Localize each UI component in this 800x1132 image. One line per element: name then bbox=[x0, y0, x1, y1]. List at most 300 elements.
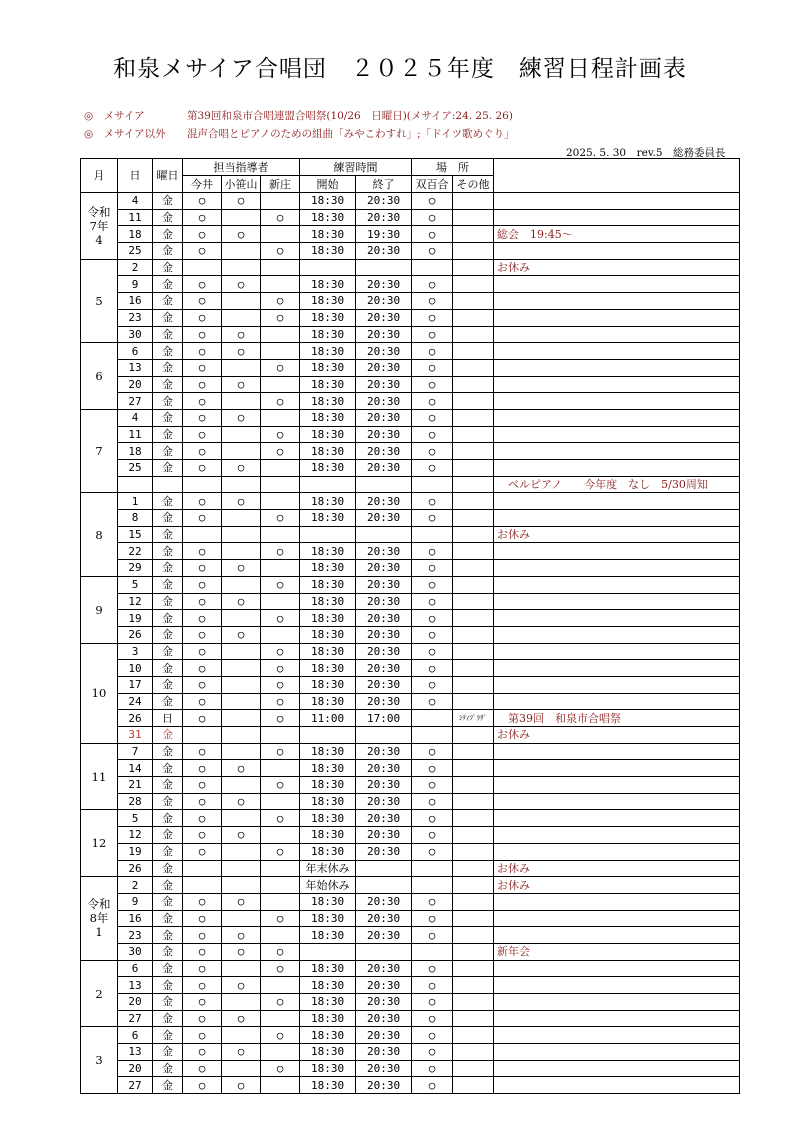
schedule-row bbox=[81, 676, 740, 693]
day-cell: 6 bbox=[118, 1027, 153, 1044]
shinjo-cell bbox=[261, 560, 300, 577]
shinjo-cell bbox=[261, 526, 300, 543]
schedule-body bbox=[81, 159, 740, 1094]
imai-cell: ○ bbox=[183, 309, 222, 326]
start-cell: 18:30 bbox=[300, 560, 356, 577]
schedule-row bbox=[81, 660, 740, 677]
remarks-cell bbox=[494, 243, 740, 260]
weekday-cell: 金 bbox=[153, 393, 183, 410]
imai-cell bbox=[183, 727, 222, 744]
month-cell: 6 bbox=[81, 343, 118, 410]
kosasayama-cell bbox=[222, 693, 261, 710]
imai-cell: ○ bbox=[183, 1044, 222, 1061]
end-cell: 20:30 bbox=[356, 543, 412, 560]
start-cell: 18:30 bbox=[300, 576, 356, 593]
other-place-cell bbox=[453, 727, 494, 744]
imai-cell: ○ bbox=[183, 276, 222, 293]
day-cell: 13 bbox=[118, 359, 153, 376]
end-cell: 20:30 bbox=[356, 326, 412, 343]
start-cell: 18:30 bbox=[300, 243, 356, 260]
other-place-cell bbox=[453, 259, 494, 276]
schedule-row bbox=[81, 743, 740, 760]
weekday-cell bbox=[153, 476, 183, 493]
kosasayama-cell bbox=[222, 1027, 261, 1044]
sourikago-cell: ○ bbox=[412, 660, 453, 677]
day-cell: 18 bbox=[118, 226, 153, 243]
end-cell: 20:30 bbox=[356, 676, 412, 693]
imai-cell: ○ bbox=[183, 710, 222, 727]
remarks-cell bbox=[494, 910, 740, 927]
sourikago-cell bbox=[412, 710, 453, 727]
schedule-row bbox=[81, 576, 740, 593]
start-cell: 18:30 bbox=[300, 893, 356, 910]
imai-cell: ○ bbox=[183, 343, 222, 360]
start-cell: 18:30 bbox=[300, 343, 356, 360]
weekday-cell: 金 bbox=[153, 1060, 183, 1077]
start-cell: 18:30 bbox=[300, 1044, 356, 1061]
day-cell bbox=[118, 476, 153, 493]
weekday-cell: 金 bbox=[153, 276, 183, 293]
schedule-row bbox=[81, 893, 740, 910]
remarks-cell bbox=[494, 643, 740, 660]
note-messiah-value: 第39回和泉市合唱連盟合唱祭(10/26 日曜日)(メサイア:24. 25. 26) bbox=[187, 110, 513, 122]
shinjo-cell bbox=[261, 493, 300, 510]
kosasayama-cell: ○ bbox=[222, 376, 261, 393]
schedule-row bbox=[81, 610, 740, 627]
schedule-row bbox=[81, 393, 740, 410]
schedule-row bbox=[81, 426, 740, 443]
remarks-cell: お休み bbox=[494, 860, 740, 877]
schedule-row bbox=[81, 793, 740, 810]
remarks-cell bbox=[494, 443, 740, 460]
remarks-cell bbox=[494, 293, 740, 310]
weekday-cell: 金 bbox=[153, 259, 183, 276]
month-cell: 9 bbox=[81, 576, 118, 643]
end-cell: 20:30 bbox=[356, 510, 412, 527]
shinjo-cell: ○ bbox=[261, 393, 300, 410]
weekday-cell: 金 bbox=[153, 743, 183, 760]
header-start: 開始 bbox=[300, 176, 356, 193]
other-place-cell bbox=[453, 343, 494, 360]
start-cell: 18:30 bbox=[300, 543, 356, 560]
start-cell: 18:30 bbox=[300, 593, 356, 610]
remarks-cell bbox=[494, 893, 740, 910]
other-place-cell bbox=[453, 393, 494, 410]
day-cell: 5 bbox=[118, 810, 153, 827]
other-place-cell bbox=[453, 560, 494, 577]
start-cell: 18:30 bbox=[300, 426, 356, 443]
other-place-cell bbox=[453, 676, 494, 693]
other-place-cell bbox=[453, 943, 494, 960]
remarks-cell bbox=[494, 576, 740, 593]
weekday-cell: 金 bbox=[153, 727, 183, 744]
sourikago-cell: ○ bbox=[412, 643, 453, 660]
start-cell: 18:30 bbox=[300, 209, 356, 226]
shinjo-cell: ○ bbox=[261, 743, 300, 760]
sourikago-cell: ○ bbox=[412, 626, 453, 643]
header-place: 場 所 bbox=[412, 159, 494, 176]
day-cell: 28 bbox=[118, 793, 153, 810]
day-cell: 20 bbox=[118, 1060, 153, 1077]
weekday-cell: 金 bbox=[153, 293, 183, 310]
day-cell: 2 bbox=[118, 877, 153, 894]
day-cell: 11 bbox=[118, 209, 153, 226]
kosasayama-cell: ○ bbox=[222, 460, 261, 477]
other-place-cell bbox=[453, 376, 494, 393]
remarks-cell bbox=[494, 1044, 740, 1061]
remarks-cell bbox=[494, 977, 740, 994]
sourikago-cell: ○ bbox=[412, 393, 453, 410]
weekday-cell: 金 bbox=[153, 893, 183, 910]
sourikago-cell: ○ bbox=[412, 1044, 453, 1061]
schedule-row bbox=[81, 710, 740, 727]
remarks-cell bbox=[494, 510, 740, 527]
imai-cell bbox=[183, 877, 222, 894]
start-cell: 18:30 bbox=[300, 226, 356, 243]
schedule-row bbox=[81, 543, 740, 560]
day-cell: 8 bbox=[118, 510, 153, 527]
kosasayama-cell bbox=[222, 476, 261, 493]
remarks-cell bbox=[494, 927, 740, 944]
schedule-row bbox=[81, 359, 740, 376]
month-cell: 令和 8年 1 bbox=[81, 877, 118, 960]
schedule-row bbox=[81, 376, 740, 393]
other-place-cell bbox=[453, 443, 494, 460]
kosasayama-cell bbox=[222, 359, 261, 376]
schedule-row bbox=[81, 243, 740, 260]
imai-cell: ○ bbox=[183, 326, 222, 343]
remarks-cell bbox=[494, 994, 740, 1011]
kosasayama-cell: ○ bbox=[222, 326, 261, 343]
weekday-cell: 金 bbox=[153, 1027, 183, 1044]
end-cell: 20:30 bbox=[356, 626, 412, 643]
start-cell: 18:30 bbox=[300, 393, 356, 410]
start-cell: 18:30 bbox=[300, 994, 356, 1011]
end-cell: 20:30 bbox=[356, 810, 412, 827]
header-other: その他 bbox=[453, 176, 494, 193]
day-cell: 1 bbox=[118, 493, 153, 510]
weekday-cell: 金 bbox=[153, 1077, 183, 1094]
sourikago-cell: ○ bbox=[412, 676, 453, 693]
other-place-cell bbox=[453, 209, 494, 226]
imai-cell: ○ bbox=[183, 1060, 222, 1077]
kosasayama-cell: ○ bbox=[222, 1077, 261, 1094]
kosasayama-cell bbox=[222, 243, 261, 260]
start-cell bbox=[300, 943, 356, 960]
imai-cell: ○ bbox=[183, 193, 222, 210]
schedule-row bbox=[81, 1027, 740, 1044]
schedule-row bbox=[81, 1044, 740, 1061]
remarks-cell: 第39回 和泉市合唱祭 bbox=[494, 710, 740, 727]
kosasayama-cell: ○ bbox=[222, 977, 261, 994]
shinjo-cell bbox=[261, 793, 300, 810]
other-place-cell bbox=[453, 243, 494, 260]
weekday-cell: 金 bbox=[153, 560, 183, 577]
kosasayama-cell bbox=[222, 727, 261, 744]
kosasayama-cell bbox=[222, 259, 261, 276]
kosasayama-cell: ○ bbox=[222, 893, 261, 910]
shinjo-cell bbox=[261, 727, 300, 744]
remarks-cell bbox=[494, 359, 740, 376]
imai-cell: ○ bbox=[183, 376, 222, 393]
day-cell: 10 bbox=[118, 660, 153, 677]
schedule-row bbox=[81, 259, 740, 276]
end-cell bbox=[356, 526, 412, 543]
remarks-cell bbox=[494, 393, 740, 410]
imai-cell bbox=[183, 526, 222, 543]
sourikago-cell: ○ bbox=[412, 359, 453, 376]
weekday-cell: 金 bbox=[153, 193, 183, 210]
end-cell: 20:30 bbox=[356, 193, 412, 210]
schedule-row bbox=[81, 1077, 740, 1094]
schedule-row bbox=[81, 209, 740, 226]
remarks-cell bbox=[494, 426, 740, 443]
sourikago-cell: ○ bbox=[412, 693, 453, 710]
kosasayama-cell: ○ bbox=[222, 827, 261, 844]
end-cell: 20:30 bbox=[356, 910, 412, 927]
weekday-cell: 日 bbox=[153, 710, 183, 727]
day-cell: 21 bbox=[118, 777, 153, 794]
schedule-row bbox=[81, 510, 740, 527]
end-cell: 20:30 bbox=[356, 409, 412, 426]
schedule-row bbox=[81, 326, 740, 343]
imai-cell: ○ bbox=[183, 460, 222, 477]
sourikago-cell: ○ bbox=[412, 276, 453, 293]
other-place-cell bbox=[453, 1027, 494, 1044]
remarks-cell bbox=[494, 843, 740, 860]
remarks-cell bbox=[494, 1060, 740, 1077]
sourikago-cell: ○ bbox=[412, 193, 453, 210]
remarks-cell bbox=[494, 276, 740, 293]
imai-cell: ○ bbox=[183, 209, 222, 226]
end-cell: 20:30 bbox=[356, 1044, 412, 1061]
remarks-cell bbox=[494, 960, 740, 977]
end-cell: 20:30 bbox=[356, 643, 412, 660]
imai-cell: ○ bbox=[183, 843, 222, 860]
shinjo-cell bbox=[261, 893, 300, 910]
kosasayama-cell bbox=[222, 643, 261, 660]
sourikago-cell: ○ bbox=[412, 743, 453, 760]
imai-cell: ○ bbox=[183, 693, 222, 710]
other-place-cell bbox=[453, 927, 494, 944]
weekday-cell: 金 bbox=[153, 1010, 183, 1027]
start-cell bbox=[300, 259, 356, 276]
weekday-cell: 金 bbox=[153, 994, 183, 1011]
remarks-cell bbox=[494, 543, 740, 560]
day-cell: 18 bbox=[118, 443, 153, 460]
kosasayama-cell bbox=[222, 393, 261, 410]
kosasayama-cell bbox=[222, 743, 261, 760]
schedule-row bbox=[81, 810, 740, 827]
day-cell: 30 bbox=[118, 943, 153, 960]
start-cell: 18:30 bbox=[300, 760, 356, 777]
weekday-cell: 金 bbox=[153, 359, 183, 376]
schedule-row bbox=[81, 226, 740, 243]
schedule-row bbox=[81, 193, 740, 210]
end-cell: 17:00 bbox=[356, 710, 412, 727]
shinjo-cell bbox=[261, 927, 300, 944]
other-place-cell bbox=[453, 359, 494, 376]
kosasayama-cell bbox=[222, 660, 261, 677]
end-cell: 20:30 bbox=[356, 827, 412, 844]
imai-cell: ○ bbox=[183, 576, 222, 593]
schedule-row bbox=[81, 777, 740, 794]
weekday-cell: 金 bbox=[153, 977, 183, 994]
shinjo-cell bbox=[261, 1044, 300, 1061]
shinjo-cell: ○ bbox=[261, 693, 300, 710]
shinjo-cell bbox=[261, 376, 300, 393]
month-cell: 5 bbox=[81, 259, 118, 342]
day-cell: 12 bbox=[118, 593, 153, 610]
imai-cell: ○ bbox=[183, 977, 222, 994]
weekday-cell: 金 bbox=[153, 760, 183, 777]
kosasayama-cell bbox=[222, 843, 261, 860]
month-cell: 2 bbox=[81, 960, 118, 1027]
schedule-row bbox=[81, 960, 740, 977]
day-cell: 19 bbox=[118, 610, 153, 627]
schedule-row bbox=[81, 977, 740, 994]
kosasayama-cell: ○ bbox=[222, 943, 261, 960]
day-cell: 6 bbox=[118, 343, 153, 360]
shinjo-cell: ○ bbox=[261, 943, 300, 960]
shinjo-cell: ○ bbox=[261, 1060, 300, 1077]
end-cell: 20:30 bbox=[356, 209, 412, 226]
weekday-cell: 金 bbox=[153, 626, 183, 643]
remarks-cell bbox=[494, 309, 740, 326]
day-cell: 31 bbox=[118, 727, 153, 744]
shinjo-cell bbox=[261, 827, 300, 844]
remarks-cell bbox=[494, 793, 740, 810]
shinjo-cell: ○ bbox=[261, 359, 300, 376]
remarks-cell bbox=[494, 560, 740, 577]
sourikago-cell: ○ bbox=[412, 760, 453, 777]
weekday-cell: 金 bbox=[153, 376, 183, 393]
end-cell: 20:30 bbox=[356, 309, 412, 326]
remarks-cell bbox=[494, 676, 740, 693]
kosasayama-cell bbox=[222, 1060, 261, 1077]
schedule-row bbox=[81, 1010, 740, 1027]
sourikago-cell: ○ bbox=[412, 510, 453, 527]
other-place-cell bbox=[453, 226, 494, 243]
day-cell: 20 bbox=[118, 994, 153, 1011]
schedule-row bbox=[81, 293, 740, 310]
shinjo-cell bbox=[261, 193, 300, 210]
shinjo-cell: ○ bbox=[261, 293, 300, 310]
end-cell: 20:30 bbox=[356, 460, 412, 477]
remarks-cell bbox=[494, 1077, 740, 1094]
schedule-row bbox=[81, 727, 740, 744]
start-cell bbox=[300, 727, 356, 744]
imai-cell: ○ bbox=[183, 1077, 222, 1094]
end-cell: 20:30 bbox=[356, 443, 412, 460]
day-cell: 17 bbox=[118, 676, 153, 693]
remarks-cell: お休み bbox=[494, 877, 740, 894]
month-cell: 11 bbox=[81, 743, 118, 810]
kosasayama-cell bbox=[222, 543, 261, 560]
weekday-cell: 金 bbox=[153, 460, 183, 477]
shinjo-cell bbox=[261, 760, 300, 777]
imai-cell: ○ bbox=[183, 943, 222, 960]
start-cell: 18:30 bbox=[300, 810, 356, 827]
other-place-cell: ｼﾃｨﾌﾟﾗｻﾞ bbox=[453, 710, 494, 727]
sourikago-cell: ○ bbox=[412, 777, 453, 794]
month-cell: 10 bbox=[81, 643, 118, 743]
day-cell: 19 bbox=[118, 843, 153, 860]
shinjo-cell: ○ bbox=[261, 1027, 300, 1044]
shinjo-cell bbox=[261, 276, 300, 293]
end-cell: 20:30 bbox=[356, 977, 412, 994]
page-title: 和泉メサイア合唱団 ２０２５年度 練習日程計画表 bbox=[113, 56, 687, 82]
weekday-cell: 金 bbox=[153, 309, 183, 326]
kosasayama-cell bbox=[222, 576, 261, 593]
start-cell: 18:30 bbox=[300, 610, 356, 627]
end-cell: 20:30 bbox=[356, 610, 412, 627]
day-cell: 30 bbox=[118, 326, 153, 343]
day-cell: 29 bbox=[118, 560, 153, 577]
imai-cell: ○ bbox=[183, 426, 222, 443]
imai-cell: ○ bbox=[183, 226, 222, 243]
kosasayama-cell bbox=[222, 877, 261, 894]
shinjo-cell: ○ bbox=[261, 810, 300, 827]
shinjo-cell: ○ bbox=[261, 610, 300, 627]
weekday-cell: 金 bbox=[153, 226, 183, 243]
sourikago-cell: ○ bbox=[412, 893, 453, 910]
day-cell: 11 bbox=[118, 426, 153, 443]
day-cell: 2 bbox=[118, 259, 153, 276]
imai-cell: ○ bbox=[183, 743, 222, 760]
schedule-table bbox=[80, 158, 740, 1094]
note-other-value: 混声合唱とピアノのための組曲「みやこわすれ」;「ドイツ歌めぐり」 bbox=[187, 128, 515, 140]
end-cell: 20:30 bbox=[356, 393, 412, 410]
day-cell: 16 bbox=[118, 293, 153, 310]
day-cell: 22 bbox=[118, 543, 153, 560]
other-place-cell bbox=[453, 409, 494, 426]
sourikago-cell: ○ bbox=[412, 576, 453, 593]
end-cell bbox=[356, 943, 412, 960]
end-cell: 20:30 bbox=[356, 1010, 412, 1027]
sourikago-cell: ○ bbox=[412, 493, 453, 510]
kosasayama-cell: ○ bbox=[222, 276, 261, 293]
imai-cell: ○ bbox=[183, 359, 222, 376]
kosasayama-cell bbox=[222, 710, 261, 727]
sourikago-cell bbox=[412, 476, 453, 493]
other-place-cell bbox=[453, 460, 494, 477]
kosasayama-cell bbox=[222, 426, 261, 443]
sourikago-cell bbox=[412, 943, 453, 960]
schedule-row bbox=[81, 994, 740, 1011]
other-place-cell bbox=[453, 660, 494, 677]
imai-cell: ○ bbox=[183, 760, 222, 777]
day-cell: 15 bbox=[118, 526, 153, 543]
end-cell: 20:30 bbox=[356, 493, 412, 510]
imai-cell: ○ bbox=[183, 626, 222, 643]
remarks-cell bbox=[494, 593, 740, 610]
sourikago-cell: ○ bbox=[412, 543, 453, 560]
day-cell: 14 bbox=[118, 760, 153, 777]
other-place-cell bbox=[453, 994, 494, 1011]
imai-cell: ○ bbox=[183, 409, 222, 426]
shinjo-cell bbox=[261, 226, 300, 243]
shinjo-cell bbox=[261, 626, 300, 643]
header-sourikago: 双百合 bbox=[412, 176, 453, 193]
sourikago-cell: ○ bbox=[412, 376, 453, 393]
imai-cell: ○ bbox=[183, 1010, 222, 1027]
other-place-cell bbox=[453, 810, 494, 827]
other-place-cell bbox=[453, 626, 494, 643]
header-weekday: 曜日 bbox=[153, 159, 183, 193]
note-other-key: ◎ メサイア以外 bbox=[84, 128, 166, 140]
weekday-cell: 金 bbox=[153, 493, 183, 510]
